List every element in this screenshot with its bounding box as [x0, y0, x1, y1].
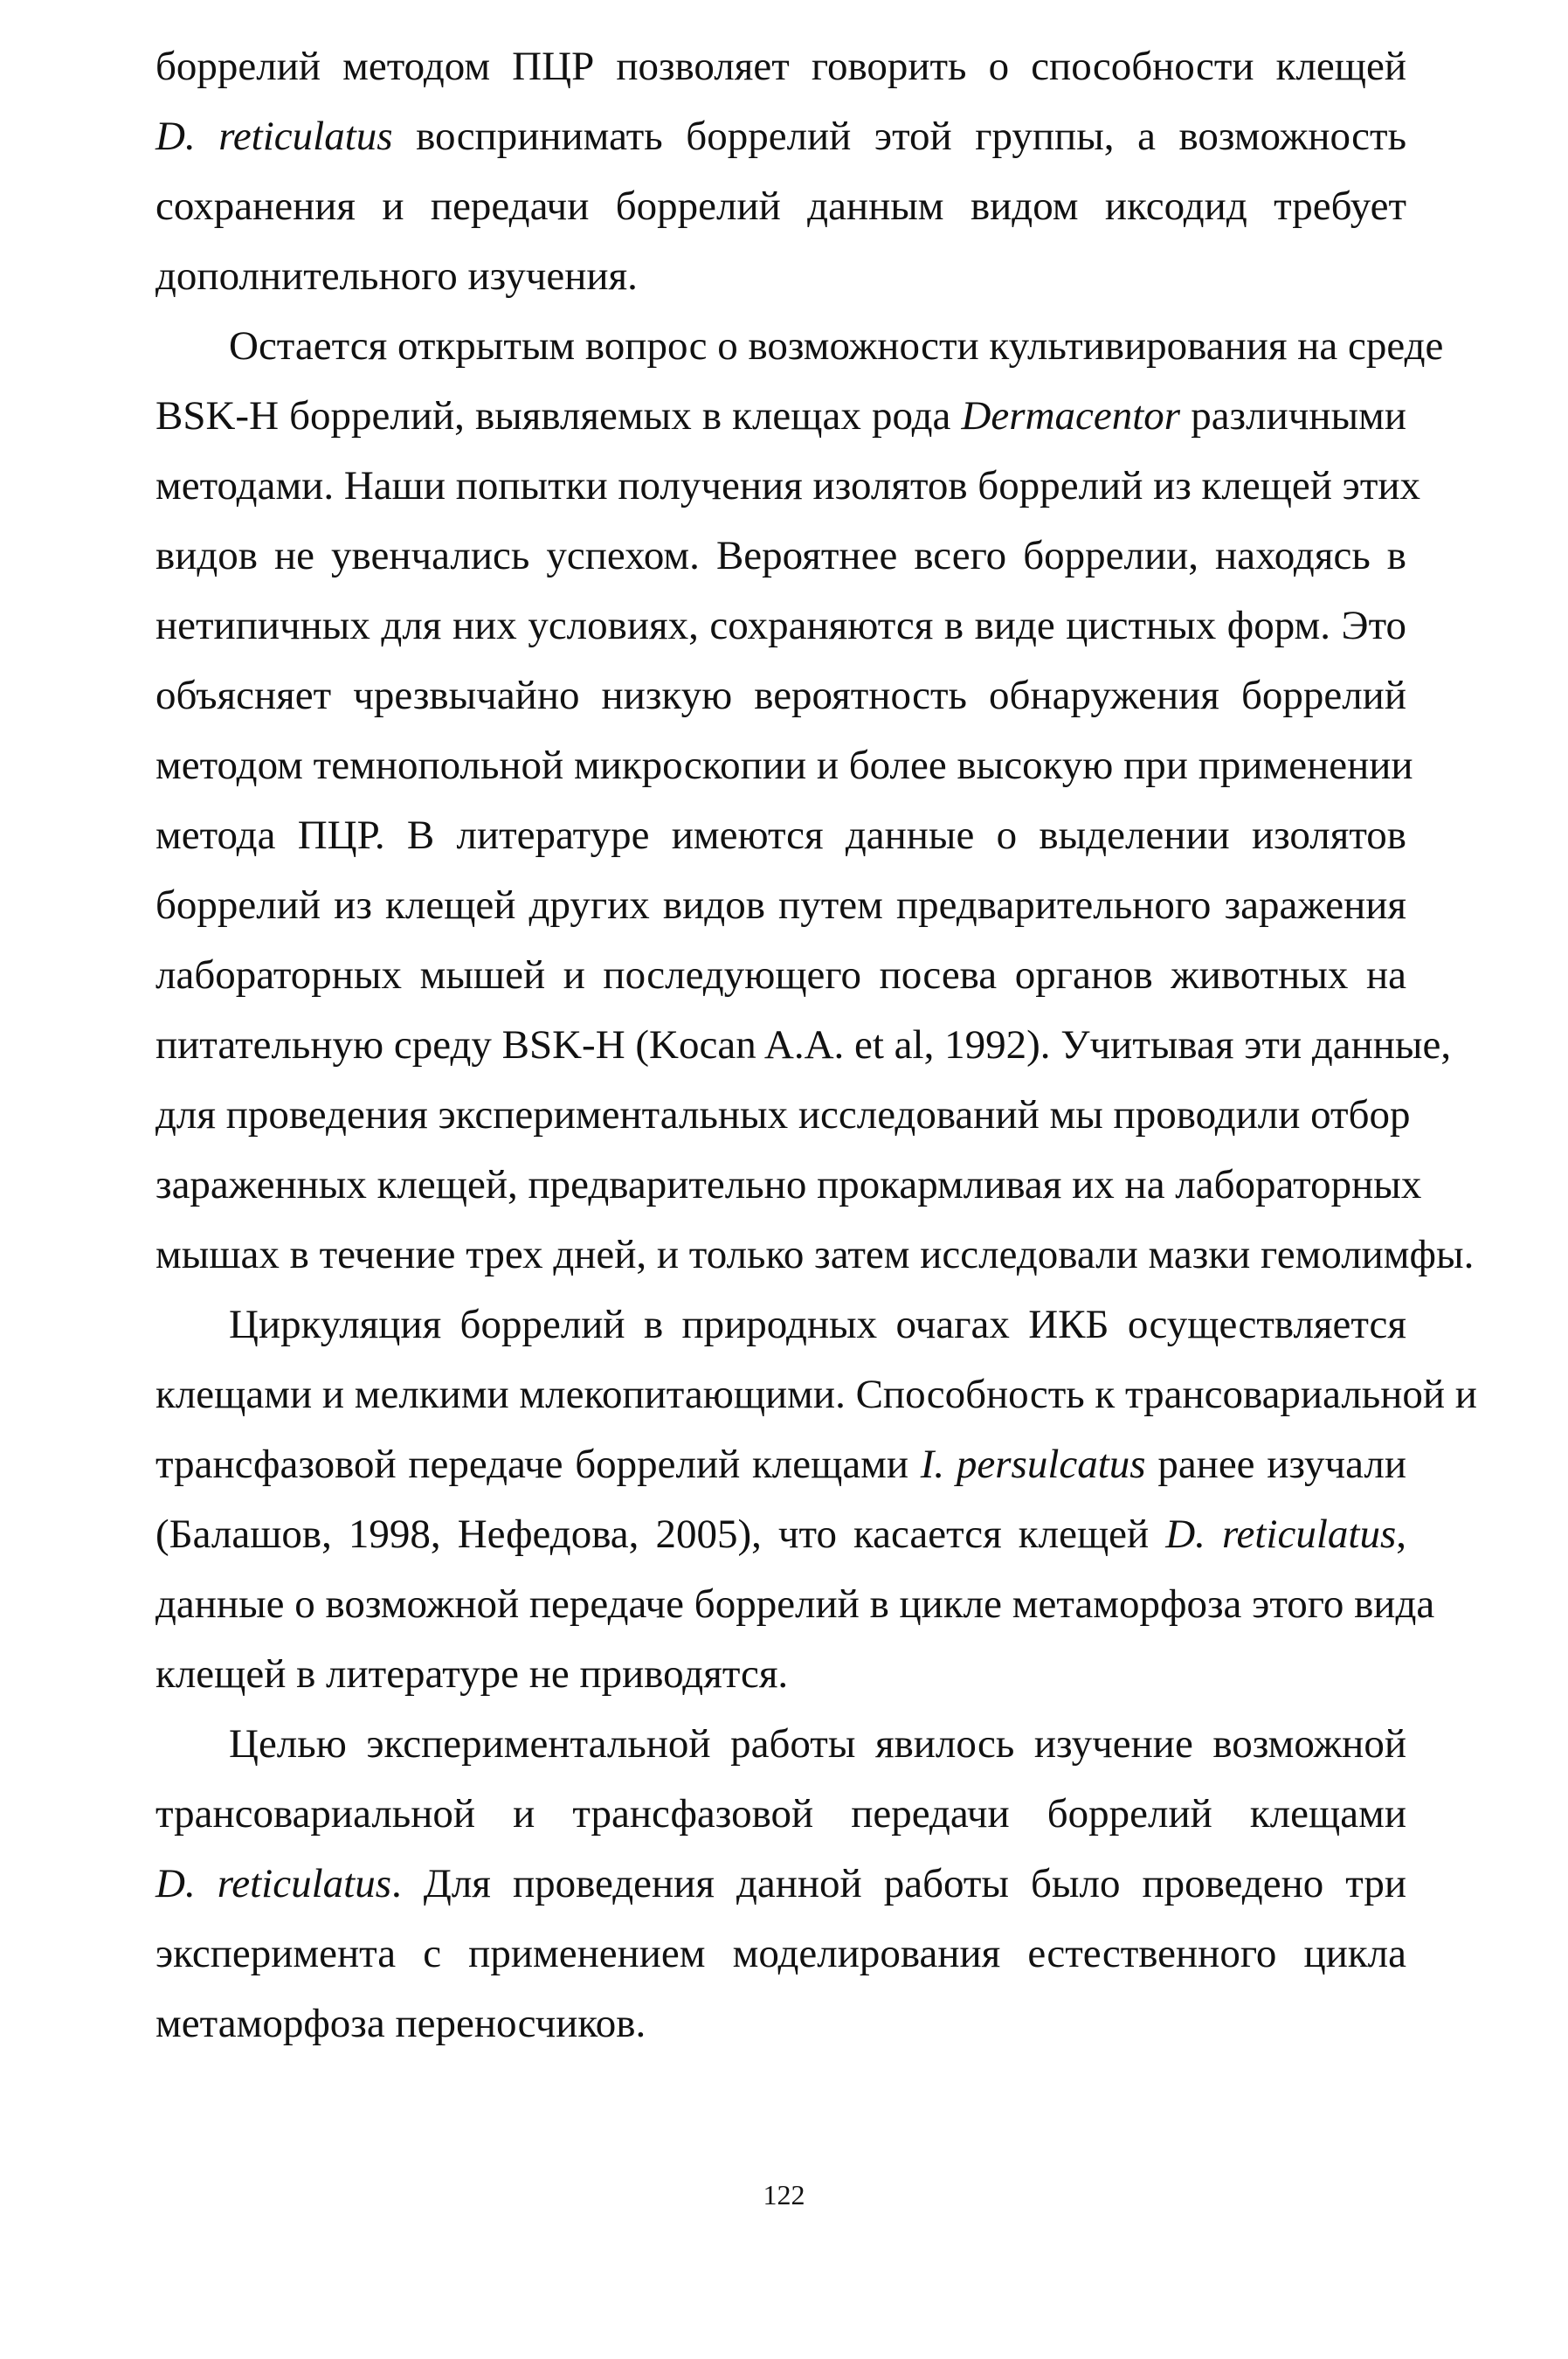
text-line: Остается открытым вопрос о возможности культивирования на среде	[229, 323, 1444, 369]
species-name-italic: I. persulcatus	[920, 1442, 1146, 1487]
text-line: питательную среду BSK-H (Kocan A.A. et al, 1992). Учитывая эти данные,	[155, 1022, 1452, 1068]
text-line: трансовариальной и трансфазовой передачи боррелий клещами	[155, 1791, 1406, 1837]
text-line: для проведения экспериментальных исследований мы проводили отбор	[155, 1092, 1411, 1138]
text-line: Целью экспериментальной работы явилось изучение возможной	[229, 1721, 1406, 1767]
text-line: видов не увенчались успехом. Вероятнее всего боррелии, находясь в	[155, 533, 1406, 578]
paragraph-3	[155, 1290, 1477, 1709]
species-name-italic: D. reticulatus	[155, 1861, 392, 1906]
page-number: 122	[763, 2179, 805, 2210]
text-line: метода ПЦР. В литературе имеются данные о выделении изолятов	[155, 813, 1406, 858]
text-line: зараженных клещей, предварительно прокармливая их на лабораторных	[155, 1162, 1422, 1207]
text-line: клещами и мелкими млекопитающими. Способность к трансовариальной и	[155, 1372, 1477, 1417]
text-line: Циркуляция боррелий в природных очагах ИКБ осуществляется	[229, 1302, 1406, 1347]
text-line: D. reticulatus воспринимать боррелий этой группы, а возможность	[155, 114, 1407, 159]
text-line: дополнительного изучения.	[155, 253, 638, 299]
text-line: трансфазовой передаче боррелий клещами I. persulcatus ранее изучали	[155, 1442, 1406, 1487]
text-line: метаморфоза переносчиков.	[155, 2001, 646, 2046]
text-line: боррелий из клещей других видов путем предварительного заражения	[155, 882, 1406, 928]
text-line: BSK-H боррелий, выявляемых в клещах рода Dermacentor различными	[155, 393, 1406, 439]
paragraph-4	[155, 1709, 1406, 2058]
genus-name-italic: Dermacentor	[961, 393, 1181, 439]
text-line: нетипичных для них условиях, сохраняются в виде цистных форм. Это	[155, 603, 1406, 648]
species-name-italic: D. reticulatus	[155, 114, 393, 159]
text-line: боррелий методом ПЦР позволяет говорить о способности клещей	[155, 44, 1406, 89]
text-line: лабораторных мышей и последующего посева органов животных на	[155, 952, 1406, 998]
text-line: сохранения и передачи боррелий данным видом иксодид требует	[155, 183, 1406, 229]
text-line: объясняет чрезвычайно низкую вероятность обнаружения боррелий	[155, 673, 1406, 718]
text-line: клещей в литературе не приводятся.	[155, 1651, 789, 1697]
text-line: методами. Наши попытки получения изолятов боррелий из клещей этих	[155, 463, 1421, 508]
species-name-italic: D. reticulatus	[1165, 1512, 1397, 1557]
text-line: D. reticulatus. Для проведения данной работы было проведено три	[155, 1861, 1407, 1906]
text-line: эксперимента с применением моделирования естественного цикла	[155, 1931, 1406, 1976]
text-line: методом темнопольной микроскопии и более высокую при применении	[155, 743, 1413, 788]
paragraph-1	[155, 31, 1406, 311]
text-line: данные о возможной передаче боррелий в цикле метаморфоза этого вида	[155, 1581, 1435, 1627]
text-line: мышах в течение трех дней, и только затем исследовали мазки гемолимфы.	[155, 1232, 1475, 1277]
text-line: (Балашов, 1998, Нефедова, 2005), что касается клещей D. reticulatus,	[155, 1512, 1407, 1557]
document-page	[155, 31, 1477, 2058]
paragraph-2	[155, 311, 1475, 1290]
